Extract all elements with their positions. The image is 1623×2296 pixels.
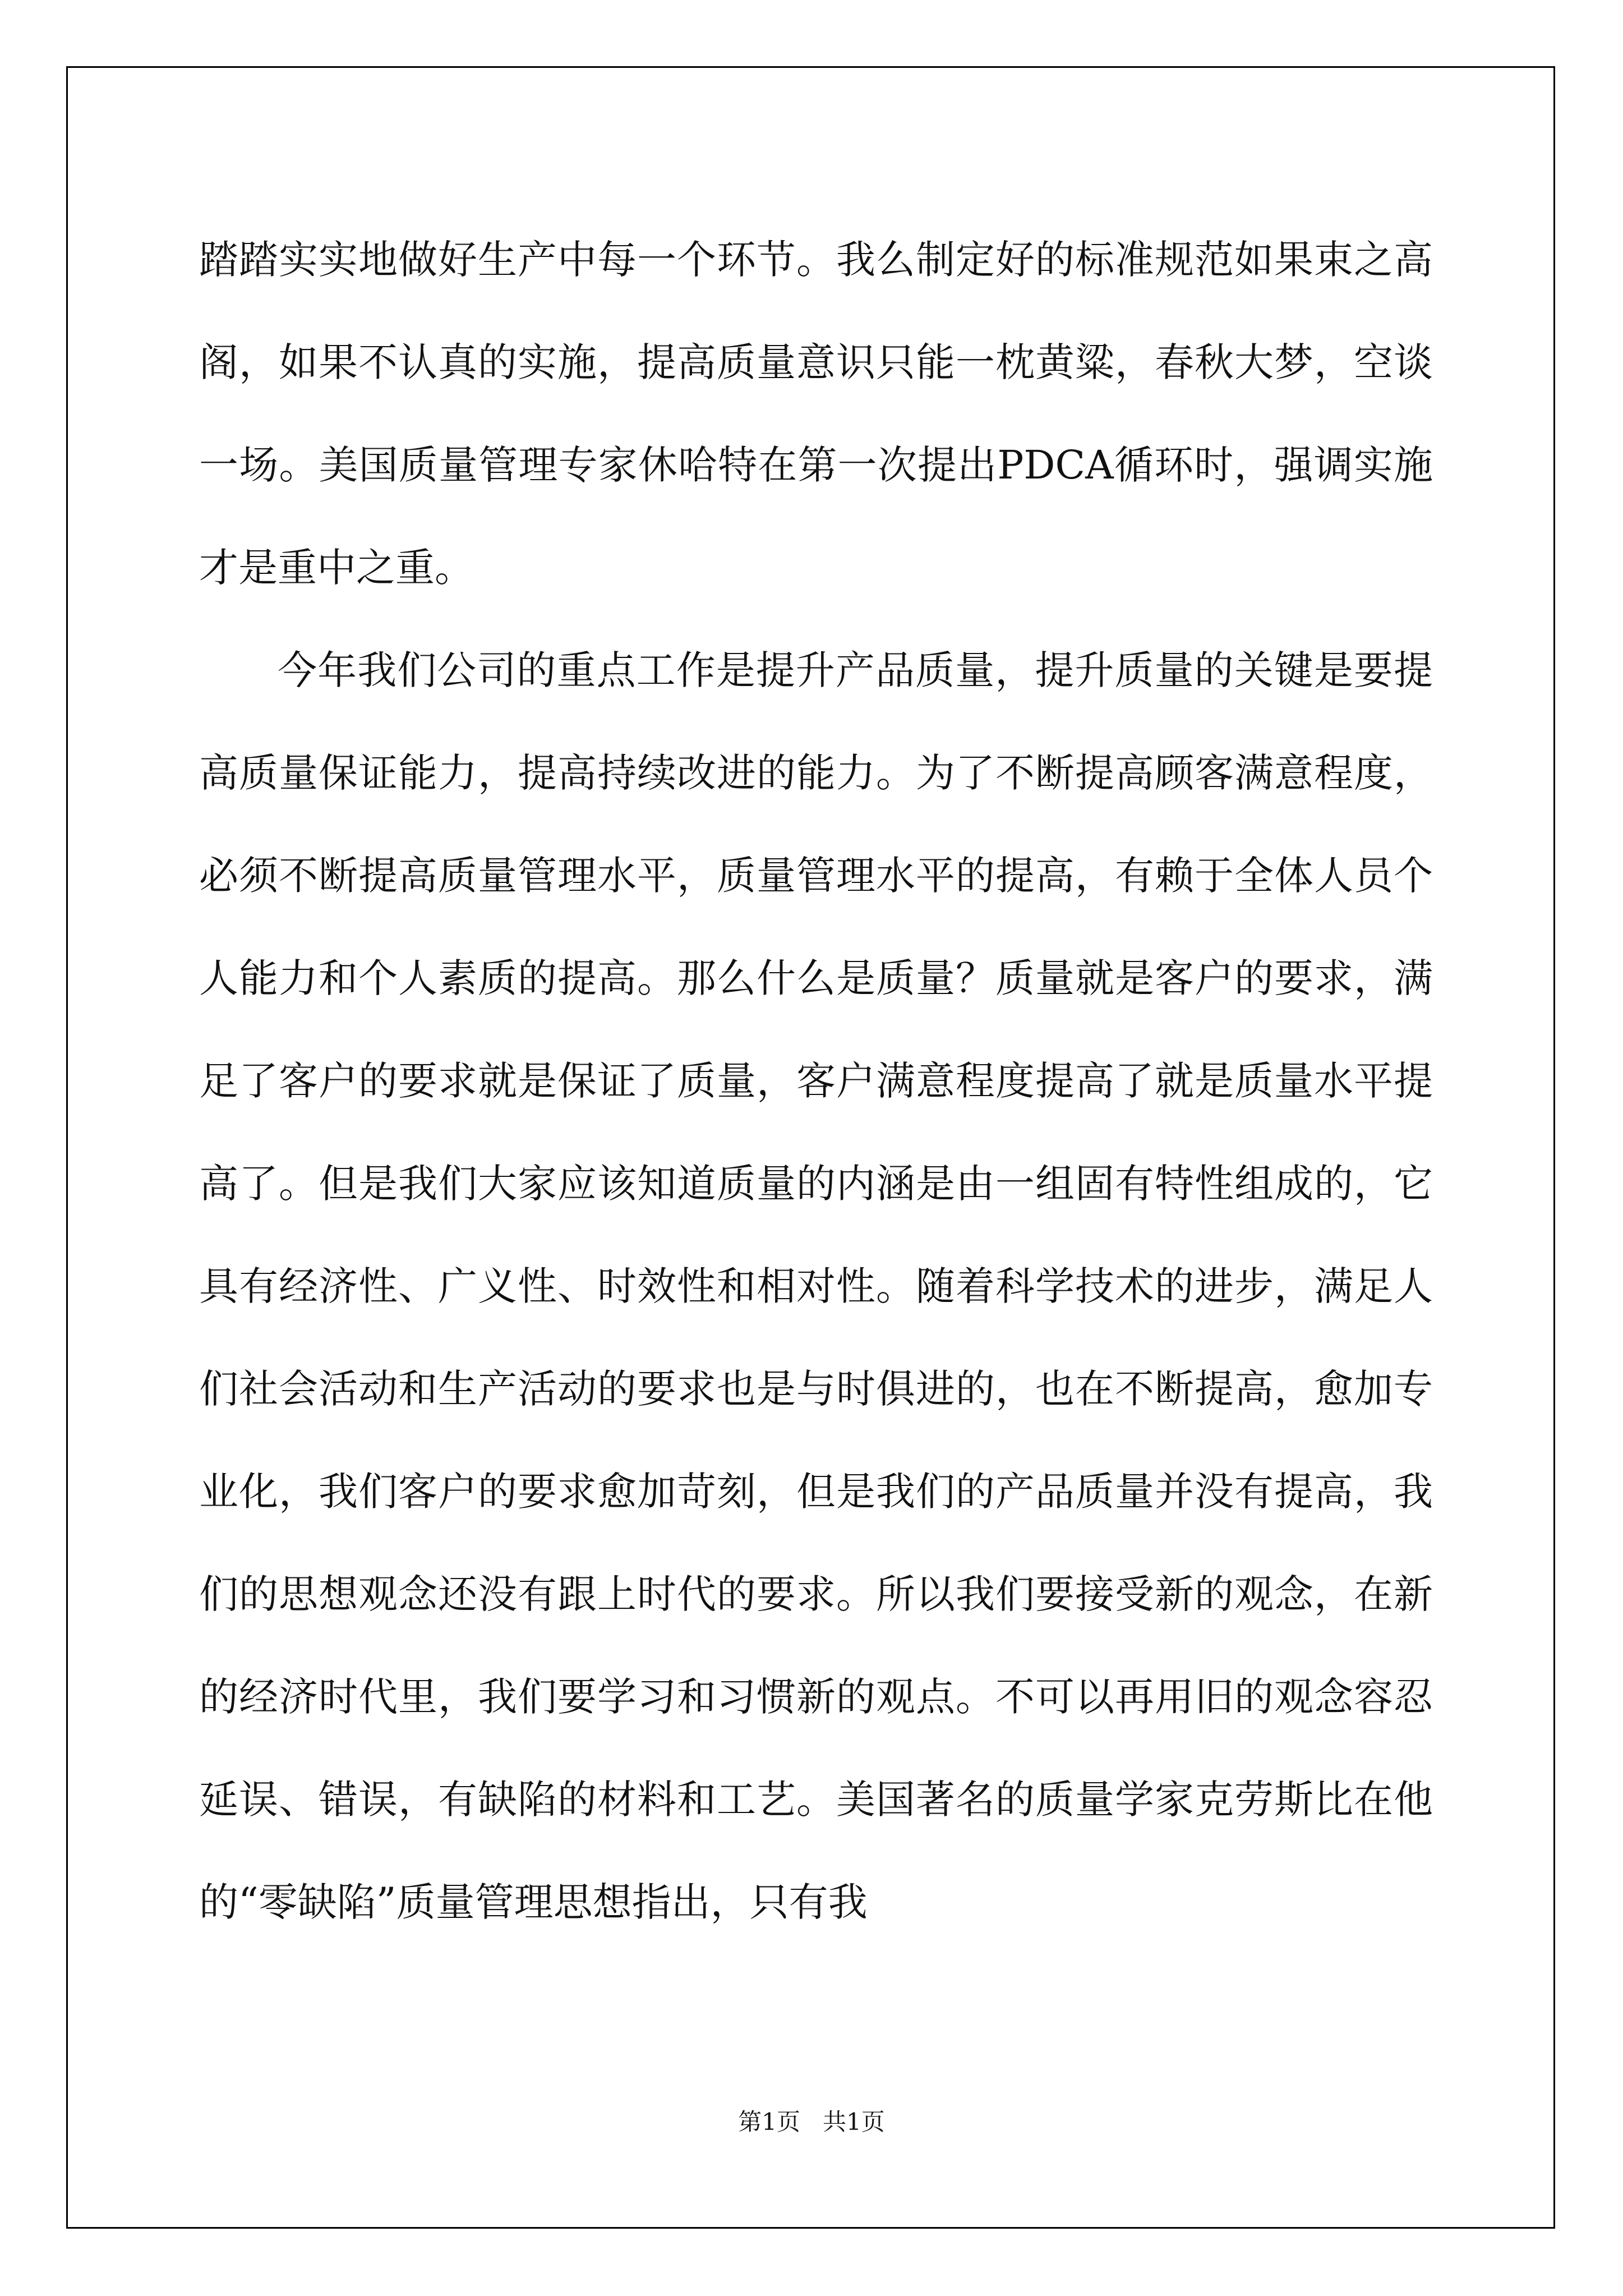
paragraph-2: 今年我们公司的重点工作是提升产品质量，提升质量的关键是要提高质量保证能力，提高持续改进的能力。为了不断提高顾客满意程度，必须不断提高质量管理水平，质量管理水平的提高，有赖于全体人员个人能力和个人素质的提高。那么什么是质量？质量就是客户的要求，满足了客户的要求就是保证了质量，客户满意程度提高了就是质量水平提高了。但是我们大家应该知道质量的内涵是由一组固有特性组成的，它具有经济性、广义性、时效性和相对性。随着科学技术的进步，满足人们社会活动和生产活动的要求也是与时俱进的，也在不断提高，愈加专业化，我们客户的要求愈加苛刻，但是我们的产品质量并没有提高，我们的思想观念还没有跟上时代的要求。所以我们要接受新的观念，在新的经济时代里，我们要学习和习惯新的观点。不可以再用旧的观念容忍延误、错误，有缺陷的材料和工艺。美国著名的质量学家克劳斯比在他的“零缺陷”质量管理思想指出，只有我 [199, 647, 1433, 1925]
document-body [199, 209, 1433, 1954]
page-footer: 第1页 共1页 [738, 2108, 885, 2136]
paragraph-1: 踏踏实实地做好生产中每一个环节。我么制定好的标准规范如果束之高阁，如果不认真的实施，提高质量意识只能一枕黄粱，春秋大梦，空谈一场。美国质量管理专家休哈特在第一次提出PDCA循环时，强调实施才是重中之重。 [199, 237, 1433, 591]
